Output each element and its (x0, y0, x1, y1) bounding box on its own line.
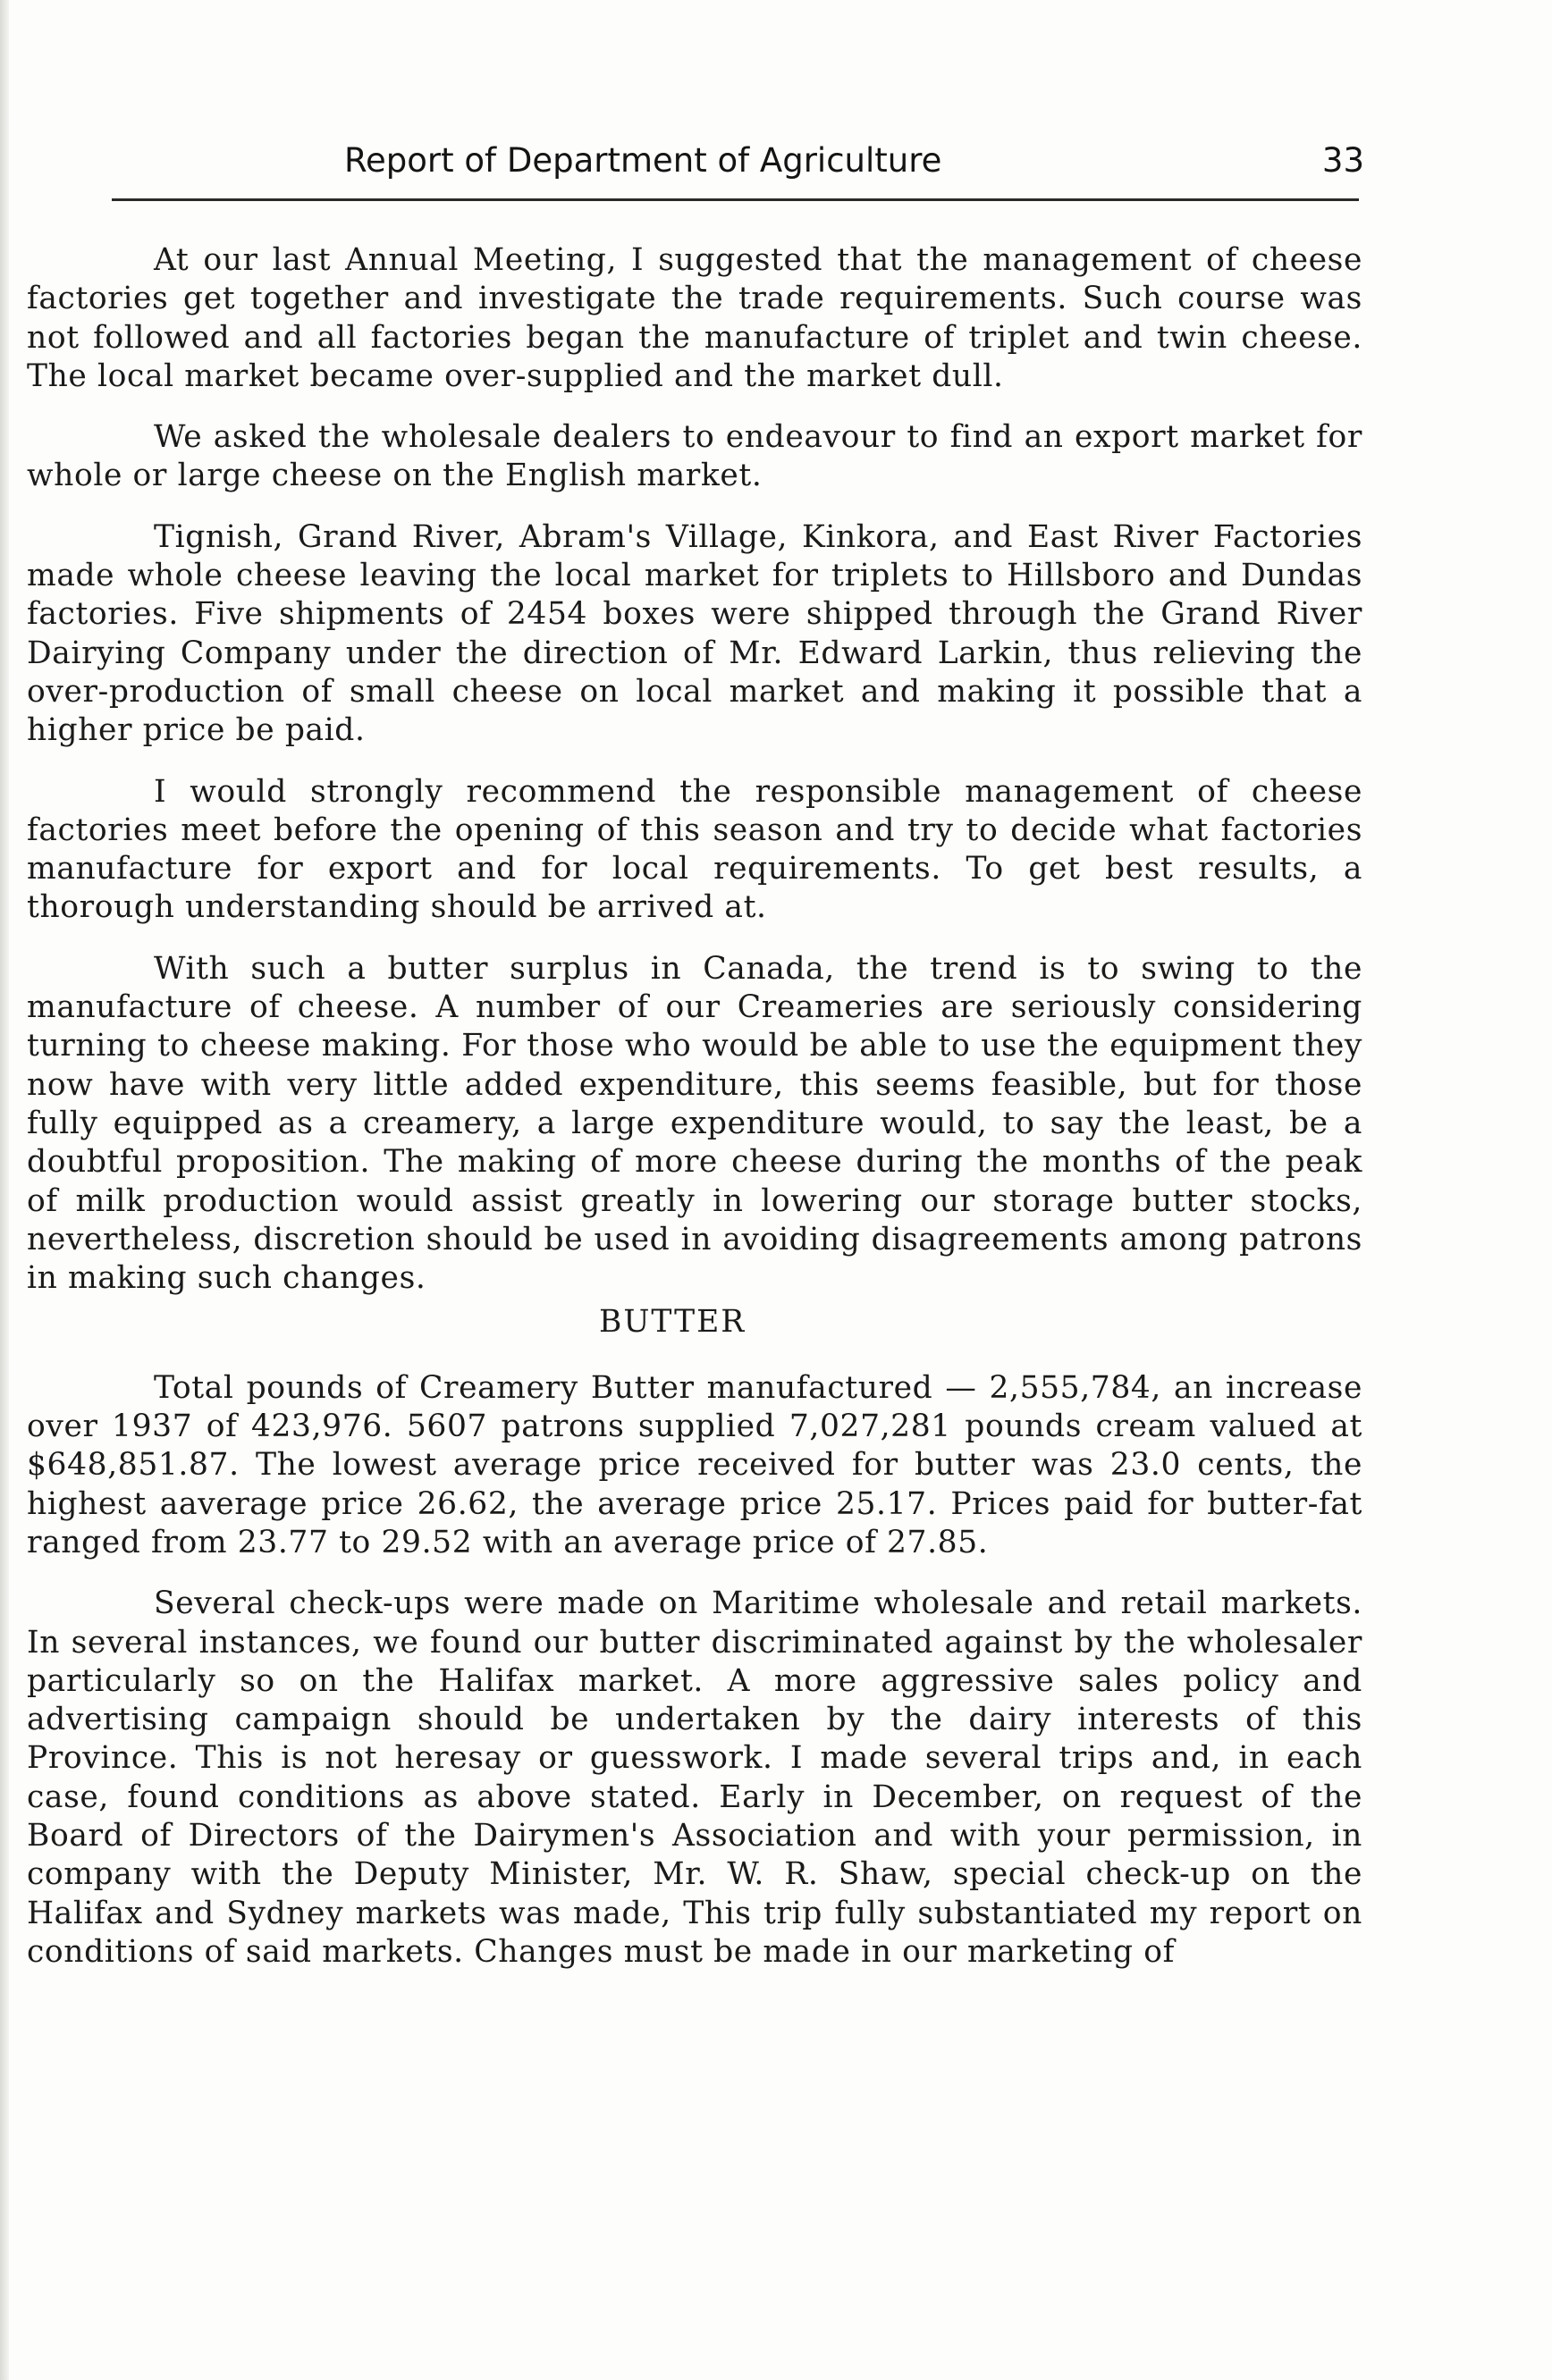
paragraph-recommendation: I would strongly recommend the responsible management of cheese factories meet before the opening of this season and try to decide what factories manufacture for export and for local requirements. To get best results, a thorough understanding should be arrived at. (27, 773, 1362, 926)
paragraph-wholesale-dealers: We asked the wholesale dealers to endeavour to find an export market for whole or large cheese on the English market. (27, 419, 1362, 494)
header-rule (112, 198, 1359, 201)
paragraph-butter-surplus: With such a butter surplus in Canada, the trend is to swing to the manufacture of cheese. A number of our Creameries are seriously considering turning to cheese making. For those who would be able to use the equipment they now have with very little added expenditure, this seems feasible, but for those fully equipped as a creamery, a large expenditure would, to say the least, be a doubtful proposition. The making of more cheese during the months of the peak of milk production would assist greatly in lowering our storage butter stocks, nevertheless, discretion should be used in avoiding disagreements among patrons in making such changes. (27, 950, 1362, 1297)
paragraph-annual-meeting: At our last Annual Meeting, I suggested that the management of cheese factories get together and investigate the trade requirements. Such course was not followed and all factories began the manufacture of triplet and twin cheese. The local market became over-supplied and the market dull. (27, 242, 1362, 394)
paragraph-market-check-ups: Several check-ups were made on Maritime wholesale and retail markets. In several instances, we found our butter discriminated against by the wholesaler particularly so on the Halifax market. A more aggressive sales policy and advertising campaign should be undertaken by the dairy interests of this Province. This is not heresay or guesswork. I made several trips and, in each case, found conditions as above stated. Early in December, on request of the Board of Directors of the Dairymen's Association and with your permission, in company with the Deputy Minister, Mr. W. R. Shaw, special check-up on the Halifax and Sydney markets was made, This trip fully substantiated my report on conditions of said markets. Changes must be made in our marketing of (27, 1585, 1362, 1970)
section-heading-butter: BUTTER (599, 1304, 746, 1341)
page-edge-shadow (0, 0, 9, 2380)
running-header (85, 141, 1377, 197)
body-text (27, 241, 1362, 1994)
running-title: Report of Department of Agriculture (344, 141, 942, 180)
page-number: 33 (1321, 141, 1364, 180)
paragraph-factories-shipments: Tignish, Grand River, Abram's Village, Kinkora, and East River Factories made whole cheese leaving the local market for triplets to Hillsboro and Dundas factories. Five shipments of 2454 boxes were shipped through the Grand River Dairying Company under the direction of Mr. Edward Larkin, thus relieving the over-production of small cheese on local market and making it possible that a higher price be paid. (27, 518, 1362, 749)
paragraph-butter-totals: Total pounds of Creamery Butter manufactured — 2,555,784, an increase over 1937 of 423,976. 5607 patrons supplied 7,027,281 pounds cream valued at $648,851.87. The lowest average price received for butter was 23.0 cents, the highest aaverage price 26.62, the average price 25.17. Prices paid for butter-fat ranged from 23.77 to 29.52 with an average price of 27.85. (27, 1369, 1362, 1560)
